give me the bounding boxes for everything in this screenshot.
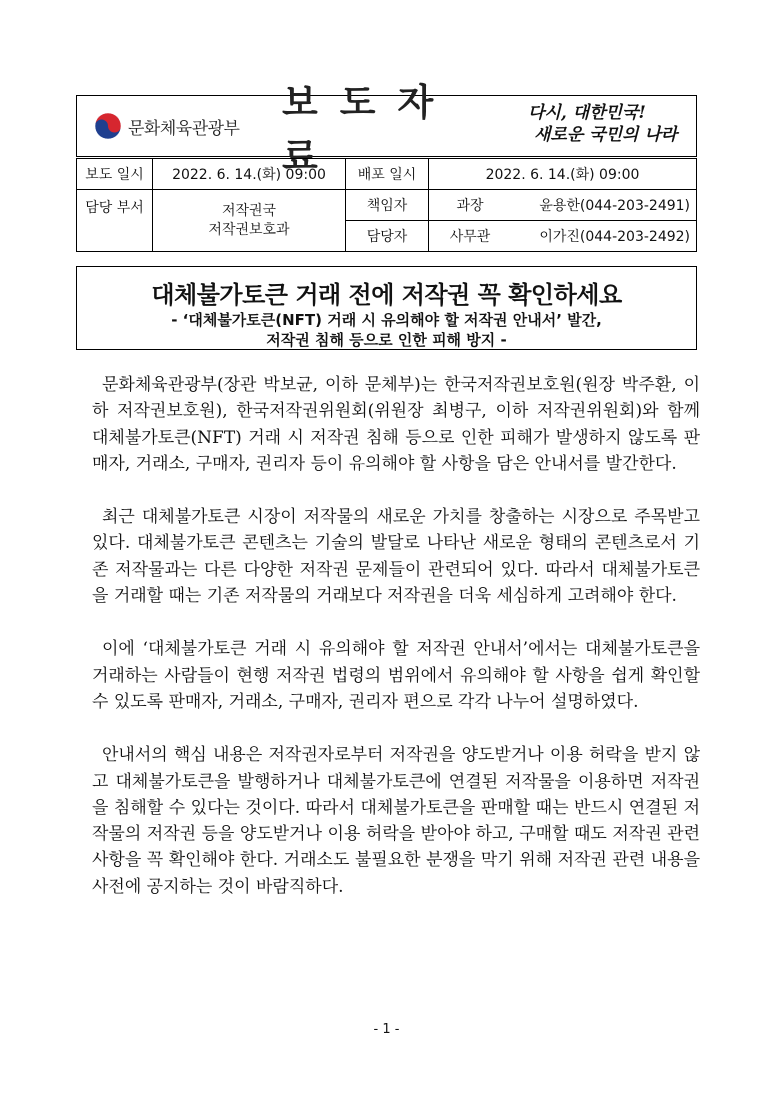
ministry-logo: [94, 109, 284, 143]
department-label: 담당 부서: [77, 190, 153, 252]
department-value: [153, 190, 346, 252]
table-row: [77, 190, 697, 221]
staff-contact: 이가진(044-203-2492): [511, 221, 697, 252]
taegeuk-emblem-icon: [94, 112, 122, 140]
manager-title: 과장: [429, 190, 512, 221]
ministry-name: 문화체육관광부: [128, 118, 240, 139]
body-paragraph-1: 문화체육관광부(장관 박보균, 이하 문체부)는 한국저작권보호원(원장 박주환, 이하 저작권보호원), 한국저작권위원회(위원장 최병구, 이하 저작권위원회)와 함께 대체불가토큰(NFT) 거래 시 저작권 침해 등으로 인한 피해가 발생하지 않도록 판매자, 거래소, 구매자, 권리자 등이 유의해야 할 사항을 담은 안내서를 발간한다.: [92, 375, 700, 474]
headline-box: [76, 266, 697, 350]
distribution-date-label: 배포 일시: [346, 159, 429, 190]
distribution-date-value: 2022. 6. 14.(화) 09:00: [429, 159, 697, 190]
report-date-value: 2022. 6. 14.(화) 09:00: [153, 159, 346, 190]
subheadline-line-1: - ‘대체불가토큰(NFT) 거래 시 유의해야 할 저작권 안내서’ 발간,: [171, 311, 602, 329]
headline: 대체불가토큰 거래 전에 저작권 꼭 확인하세요: [151, 281, 622, 309]
staff-label: 담당자: [346, 221, 429, 252]
press-release-body: [92, 372, 700, 927]
manager-label: 책임자: [346, 190, 429, 221]
department-division: 저작권보호과: [208, 221, 290, 238]
report-date-label: 보도 일시: [77, 159, 153, 190]
release-info-table: [76, 158, 697, 252]
department-bureau: 저작권국: [221, 202, 277, 219]
table-row: [77, 159, 697, 190]
body-paragraph-4: 안내서의 핵심 내용은 저작권자로부터 저작권을 양도받거나 이용 허락을 받지 않고 대체불가토큰을 발행하거나 대체불가토큰에 연결된 저작물을 이용하면 저작권을 침해할 수 있다는 것이다. 따라서 대체불가토큰을 판매할 때는 반드시 연결된 저작물의 저작권 등을 양도받거나 이용 허락을 받아야 하고, 구매할 때도 저작권 관련 사항을 꼭 확인해야 한다. 거래소도 불필요한 분쟁을 막기 위해 저작권 관련 내용을 사전에 공지하는 것이 바람직하다.: [92, 745, 700, 897]
body-paragraph-3: 이에 ‘대체불가토큰 거래 시 유의해야 할 저작권 안내서’에서는 대체불가토큰을 거래하는 사람들이 현행 저작권 법령의 범위에서 유의해야 할 사항을 쉽게 확인할 수 있도록 판매자, 거래소, 구매자, 권리자 편으로 각각 나누어 설명하였다.: [92, 639, 700, 712]
slogan-line-2: 새로운 국민의 나라: [534, 125, 678, 145]
government-slogan: [528, 102, 688, 152]
document-type-title: 보도자료: [282, 81, 456, 178]
slogan-line-1: 다시, 대한민국!: [528, 103, 646, 123]
staff-title: 사무관: [429, 221, 512, 252]
body-paragraph-2: 최근 대체불가토큰 시장이 저작물의 새로운 가치를 창출하는 시장으로 주목받고 있다. 대체불가토큰 콘텐츠는 기술의 발달로 나타난 새로운 형태의 콘텐츠로서 기존 저작물과는 다른 다양한 저작권 문제들이 관련되어 있다. 따라서 대체불가토큰을 거래할 때는 기존 저작물의 거래보다 저작권을 더욱 세심하게 고려해야 한다.: [92, 507, 700, 607]
page-number: - 1 -: [373, 1022, 400, 1037]
manager-contact: 윤용한(044-203-2491): [511, 190, 697, 221]
subheadline-line-2: 저작권 침해 등으로 인한 피해 방지 -: [266, 331, 507, 349]
